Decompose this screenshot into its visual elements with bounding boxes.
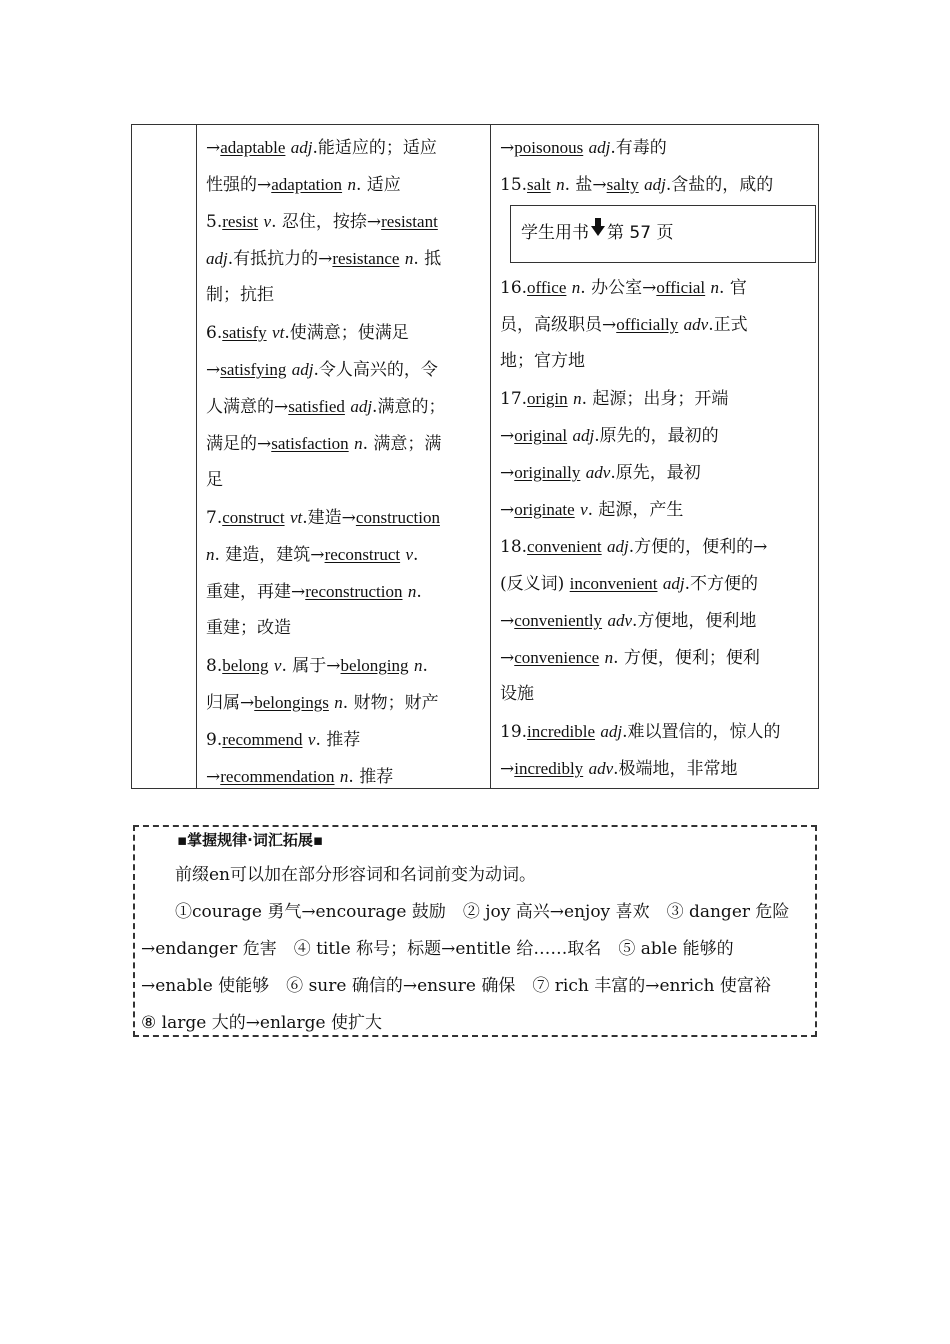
vocab-column-middle xyxy=(206,129,486,795)
part-of-speech: n xyxy=(710,278,720,297)
part-of-speech: n xyxy=(339,767,349,786)
vocab-text: . 推荐 xyxy=(315,730,361,750)
vocab-line xyxy=(500,129,808,166)
vocab-word: resist xyxy=(222,212,259,231)
vocab-text: . 满意；满 xyxy=(362,434,442,454)
vocab-line xyxy=(206,536,486,573)
vocab-line xyxy=(206,314,486,351)
part-of-speech: adv xyxy=(588,759,614,778)
vocab-text: .使满意；使满足 xyxy=(284,323,409,343)
part-of-speech: n xyxy=(413,656,423,675)
vocab-text: → xyxy=(500,611,515,631)
vocab-word: official xyxy=(656,278,706,297)
part-of-speech: n xyxy=(334,693,343,712)
vocab-text: → xyxy=(500,138,515,158)
vocab-word: recommend xyxy=(222,730,303,749)
vocab-line xyxy=(500,750,808,787)
vocab-text: .有毒的 xyxy=(610,138,667,158)
vocab-text: 19. xyxy=(500,722,528,742)
part-of-speech: n xyxy=(571,278,581,297)
part-of-speech: vt xyxy=(289,508,303,527)
vocab-line xyxy=(500,306,808,343)
vocab-word: officially xyxy=(616,315,679,334)
vocab-text: 重建，再建→ xyxy=(206,582,306,602)
vocab-text: 满足的→ xyxy=(206,434,272,454)
vocab-text: . 抵 xyxy=(413,249,442,269)
part-of-speech: adj xyxy=(572,426,595,445)
vocab-text: .有抵抗力的→ xyxy=(227,249,333,269)
vocab-word: satisfy xyxy=(222,323,267,342)
vocab-text: . 方便，便利；便利 xyxy=(613,648,760,668)
vocab-line xyxy=(206,129,486,166)
box-line: 前缀en可以加在部分形容词和名词前变为动词。 xyxy=(141,865,537,885)
vocab-word: originally xyxy=(514,463,581,482)
vocab-text: . 适应 xyxy=(355,175,401,195)
part-of-speech: adj xyxy=(600,722,623,741)
vocab-line xyxy=(500,713,808,750)
part-of-speech: n xyxy=(556,175,565,194)
book-ref-prefix: 学生用书 xyxy=(521,223,589,243)
vocab-text: . 忍住，按捺→ xyxy=(271,212,382,232)
vocab-word: satisfied xyxy=(288,397,345,416)
part-of-speech: v xyxy=(405,545,414,564)
vocab-line xyxy=(500,565,808,602)
vocab-text: → xyxy=(500,500,515,520)
student-book-page-ref xyxy=(510,205,816,263)
vocab-text: 16. xyxy=(500,278,528,298)
vocab-text: 地；官方地 xyxy=(500,351,585,371)
vocab-word: recommendation xyxy=(220,767,335,786)
part-of-speech: adj xyxy=(588,138,611,157)
vocab-word: adaptable xyxy=(220,138,286,157)
vocab-word: resistant xyxy=(381,212,438,231)
vocab-text: .能适应的；适应 xyxy=(312,138,437,158)
vocab-text: 17. xyxy=(500,389,528,409)
vocab-column-right xyxy=(500,129,808,787)
box-line: →enable 使能够 ⑥ sure 确信的→ensure 确保 ⑦ rich 丰富的→enrich 使富裕 xyxy=(141,976,771,996)
arrow-down-icon xyxy=(591,226,605,236)
vocab-word: inconvenient xyxy=(569,574,658,593)
vocab-text: . 建造，建筑→ xyxy=(214,545,325,565)
vocab-text: .原先，最初 xyxy=(610,463,701,483)
vocab-text: . 起源，产生 xyxy=(587,500,684,520)
part-of-speech: adj xyxy=(662,574,685,593)
vocab-word: convenient xyxy=(527,537,602,556)
vocab-text: 18. xyxy=(500,537,528,557)
vocab-text: .建造→ xyxy=(302,508,356,528)
vocab-text: 9. xyxy=(206,730,223,750)
vocab-text: .难以置信的，惊人的 xyxy=(622,722,781,742)
part-of-speech: n xyxy=(604,648,614,667)
vocab-text: → xyxy=(500,426,515,446)
vocab-line xyxy=(206,684,486,721)
vocab-word: construction xyxy=(355,508,440,527)
vocabulary-table xyxy=(131,124,819,789)
part-of-speech: adj xyxy=(206,249,228,268)
part-of-speech: v xyxy=(307,730,316,749)
vocab-text: .原先的，最初的 xyxy=(594,426,719,446)
vocab-text: 制；抗拒 xyxy=(206,285,274,305)
vocab-word: incredible xyxy=(527,722,596,741)
vocab-word: construct xyxy=(222,508,285,527)
part-of-speech: n xyxy=(354,434,363,453)
vocab-text: 8. xyxy=(206,656,223,676)
vocab-text: 归属→ xyxy=(206,693,255,713)
vocab-line xyxy=(206,758,486,795)
vocab-word: original xyxy=(514,426,568,445)
vocab-text: → xyxy=(500,463,515,483)
vocab-text: . xyxy=(413,545,419,565)
vocab-text: .方便的，便利的→ xyxy=(628,537,768,557)
part-of-speech: adv xyxy=(585,463,611,482)
vocab-text: → xyxy=(500,759,515,779)
box-line: →endanger 危害 ④ title 称号；标题→entitle 给……取名 ⑤ able 能够的 xyxy=(141,939,734,959)
vocab-word: reconstruct xyxy=(324,545,401,564)
vocab-word: salty xyxy=(606,175,639,194)
vocab-line xyxy=(206,499,486,536)
vocab-text: . 财物；财产 xyxy=(342,693,439,713)
vocab-word: satisfying xyxy=(220,360,287,379)
vocab-text: . 办公室→ xyxy=(580,278,657,298)
vocab-text: 重建；改造 xyxy=(206,618,291,638)
vocab-word: adaptation xyxy=(271,175,343,194)
vocab-text: 5. xyxy=(206,212,223,232)
part-of-speech: vt xyxy=(272,323,285,342)
vocab-word: salt xyxy=(527,175,551,194)
vocab-line xyxy=(500,639,808,676)
vocab-text: . 起源；出身；开端 xyxy=(581,389,729,409)
vocab-text: .含盐的，咸的 xyxy=(665,175,774,195)
vocab-word: origin xyxy=(527,389,568,408)
vocab-line xyxy=(206,425,486,462)
vocab-text: → xyxy=(206,767,221,787)
vocab-text: 性强的→ xyxy=(206,175,272,195)
part-of-speech: adj xyxy=(607,537,629,556)
vocab-word: belongings xyxy=(254,693,329,712)
vocab-text: . 推荐 xyxy=(348,767,394,787)
vocab-line xyxy=(500,528,808,565)
vocab-word: convenience xyxy=(514,648,600,667)
vocab-word: incredibly xyxy=(514,759,584,778)
vocab-line xyxy=(206,240,486,277)
vocab-text: . 官 xyxy=(719,278,747,298)
vocab-line xyxy=(500,166,808,203)
vocab-text: 设施 xyxy=(500,684,534,704)
part-of-speech: n xyxy=(404,249,414,268)
vocabulary-expansion-box xyxy=(133,825,817,1037)
vocab-text: .正式 xyxy=(708,315,748,335)
vocab-line xyxy=(500,454,808,491)
vocab-word: poisonous xyxy=(514,138,584,157)
part-of-speech: v xyxy=(580,500,588,519)
vocab-text: → xyxy=(500,648,515,668)
vocab-line xyxy=(206,721,486,758)
vocab-word: originate xyxy=(514,500,575,519)
book-ref-page: 第 57 页 xyxy=(607,223,674,243)
part-of-speech: n xyxy=(206,545,215,564)
vocab-text: . xyxy=(416,582,422,602)
part-of-speech: adv xyxy=(683,315,709,334)
vocab-word: conveniently xyxy=(514,611,603,630)
vocab-word: office xyxy=(527,278,567,297)
vocab-text: 人满意的→ xyxy=(206,397,289,417)
vocab-line xyxy=(206,166,486,203)
box-title: ▪掌握规律·词汇拓展▪ xyxy=(177,831,324,849)
part-of-speech: adj xyxy=(291,360,314,379)
vocab-text: . 盐→ xyxy=(564,175,607,195)
vocab-line xyxy=(206,203,486,240)
vocab-text: .极端地，非常地 xyxy=(613,759,738,779)
vocab-line xyxy=(500,602,808,639)
part-of-speech: adj xyxy=(644,175,666,194)
vocab-line xyxy=(500,380,808,417)
vocab-text: . 属于→ xyxy=(281,656,341,676)
vocab-word: belong xyxy=(222,656,269,675)
vocab-word: resistance xyxy=(332,249,400,268)
vocab-text: 15. xyxy=(500,175,528,195)
vocab-text: .方便地，便利地 xyxy=(632,611,757,631)
vocab-line xyxy=(206,610,486,647)
vocab-line xyxy=(206,277,486,314)
vocab-text: .不方便的 xyxy=(684,574,759,594)
vocab-line xyxy=(206,462,486,499)
part-of-speech: adj xyxy=(350,397,373,416)
vocab-word: reconstruction xyxy=(305,582,403,601)
box-line: ①courage 勇气→encourage 鼓励 ② joy 高兴→enjoy 喜欢 ③ danger 危险 xyxy=(141,902,790,922)
vocab-line xyxy=(500,343,808,380)
vocab-line xyxy=(206,351,486,388)
box-body xyxy=(141,857,811,1042)
vocab-word: satisfaction xyxy=(271,434,349,453)
vocab-line xyxy=(500,417,808,454)
vocab-word: belonging xyxy=(340,656,409,675)
column-divider xyxy=(490,125,491,788)
vocab-text: 员，高级职员→ xyxy=(500,315,617,335)
part-of-speech: v xyxy=(273,656,282,675)
vocab-text: (反义词) xyxy=(500,574,570,594)
part-of-speech: adv xyxy=(607,611,633,630)
vocab-line xyxy=(206,573,486,610)
vocab-text: 6. xyxy=(206,323,223,343)
vocab-text: .令人高兴的，令 xyxy=(313,360,438,380)
vocab-line xyxy=(206,388,486,425)
vocab-line xyxy=(500,269,808,306)
vocab-line xyxy=(500,491,808,528)
vocab-line xyxy=(206,647,486,684)
part-of-speech: n xyxy=(573,389,582,408)
part-of-speech: v xyxy=(263,212,272,231)
vocab-text: → xyxy=(206,360,221,380)
part-of-speech: n xyxy=(347,175,356,194)
box-line: ⑧ large 大的→enlarge 使扩大 xyxy=(141,1013,382,1033)
vocab-line xyxy=(500,676,808,713)
vocab-text: . xyxy=(422,656,428,676)
vocab-text: → xyxy=(206,138,221,158)
part-of-speech: n xyxy=(407,582,417,601)
part-of-speech: adj xyxy=(290,138,313,157)
vocab-text: 7. xyxy=(206,508,223,528)
vocab-text: .满意的； xyxy=(372,397,446,417)
column-divider xyxy=(196,125,197,788)
vocab-text: 足 xyxy=(206,470,223,490)
